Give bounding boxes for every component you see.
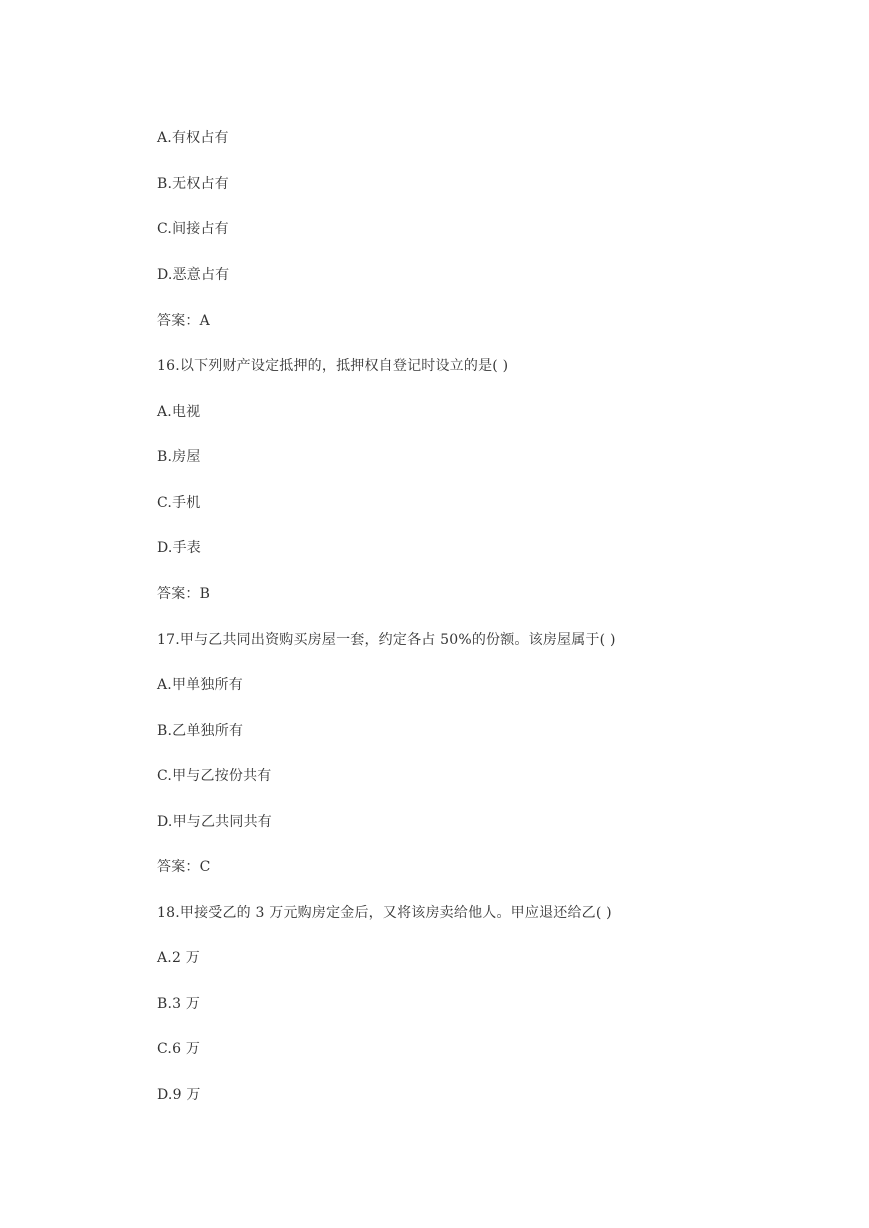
q18-question: 18.甲接受乙的 3 万元购房定金后，又将该房卖给他人。甲应退还给乙( ): [157, 905, 612, 921]
q18-option-b: B.3 万: [157, 996, 201, 1012]
q16-option-d: D.手表: [157, 540, 201, 556]
q16-answer: 答案：B: [157, 586, 211, 602]
q18-option-d: D.9 万: [157, 1087, 201, 1103]
q17-option-d: D.甲与乙共同共有: [157, 814, 272, 830]
q17-answer: 答案：C: [157, 859, 211, 875]
q18-option-a: A.2 万: [157, 950, 200, 966]
q17-option-a: A.甲单独所有: [157, 677, 243, 693]
q18-option-c: C.6 万: [157, 1041, 201, 1057]
q15-option-d: D.恶意占有: [157, 267, 230, 283]
q15-option-c: C.间接占有: [157, 221, 229, 237]
q15-option-b: B.无权占有: [157, 176, 229, 192]
q15-answer: 答案：A: [157, 313, 210, 329]
q17-question: 17.甲与乙共同出资购买房屋一套，约定各占 50%的份额。该房屋属于( ): [157, 632, 616, 648]
q16-option-a: A.电视: [157, 404, 201, 420]
q17-option-c: C.甲与乙按份共有: [157, 768, 272, 784]
q16-option-c: C.手机: [157, 495, 201, 511]
q17-option-b: B.乙单独所有: [157, 723, 244, 739]
q16-question: 16.以下列财产设定抵押的，抵押权自登记时设立的是( ): [157, 358, 509, 374]
q16-option-b: B.房屋: [157, 449, 201, 465]
q15-option-a: A.有权占有: [157, 130, 229, 146]
